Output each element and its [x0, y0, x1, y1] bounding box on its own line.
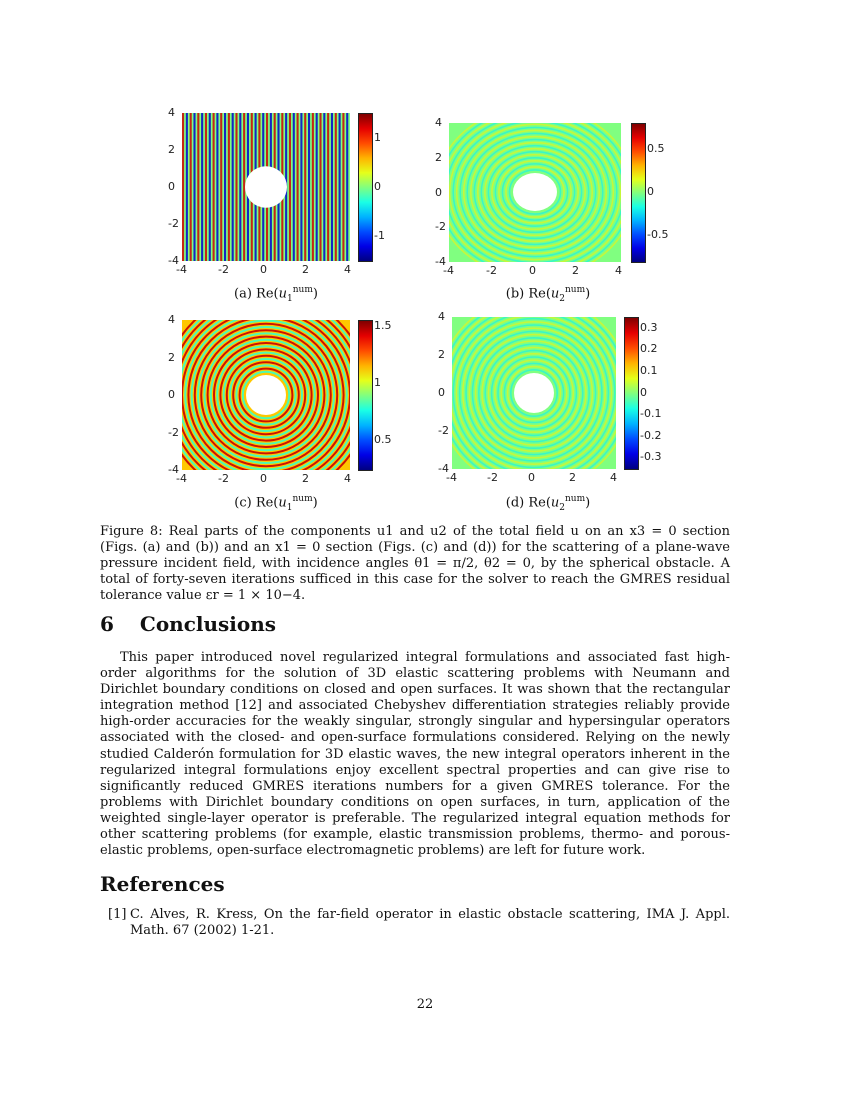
y-tick-label: 0: [435, 185, 442, 199]
x-tick-label: 2: [572, 264, 579, 277]
x-tick-label: 2: [569, 471, 576, 484]
field-image-d: [452, 317, 616, 469]
x-tick-label: 0: [260, 263, 267, 276]
y-tick-label: -2: [168, 425, 179, 439]
y-tick-label: 2: [168, 350, 175, 364]
field-plot-d: [452, 317, 616, 469]
x-tick-label: -4: [176, 263, 187, 276]
colorbar-tick-label: 0.1: [640, 363, 658, 377]
reference-number: [1]: [108, 907, 127, 922]
x-tick-label: 4: [610, 471, 617, 484]
field-image-b: [449, 123, 621, 262]
x-tick-label: 2: [302, 472, 309, 485]
x-tick-label: -4: [446, 471, 457, 484]
y-tick-label: 4: [168, 313, 175, 326]
x-tick-label: 4: [344, 263, 351, 276]
colorbar-tick-label: -0.3: [640, 450, 662, 464]
subcaption-d: (d) $Re(u_2^{num})$: [505, 494, 591, 513]
x-tick-label: 0: [529, 264, 536, 277]
conclusions-paragraph: This paper introduced novel regularized integral formulations and associated fast high-order algorithms for the solution of 3D elastic scattering problems with Neumann and Dirichlet boundary conditions on closed and open surfaces. It was shown that the rectangular integration method [12] and associated Chebyshev differentiation strategies reliably provide high-order accuracies for the weakly singular, strongly singular and hypersingular operators associated with the closed- and open-surface formulations considered. Relying on the newly studied Calderón formulation for 3D elastic waves, the new integral operators inherent in the regularized integral formulations enjoy excellent spectral properties and can give rise to significantly reduced GMRES iterations numbers for a given GMRES tolerance. For the problems with Dirichlet boundary conditions on open surfaces, in turn, application of the weighted single-layer operator is preferable. The regularized integral equation methods for other scattering problems (for example, elastic transmission problems, thermo- and porous-elastic problems, open-surface electromagnetic problems) are left for future work.: [100, 650, 730, 859]
y-tick-label: -4: [168, 254, 179, 267]
colorbar-tick-label: -0.2: [640, 428, 662, 442]
colorbar-c: [358, 320, 373, 471]
y-tick-label: 0: [168, 180, 175, 193]
y-tick-label: 2: [435, 150, 442, 164]
section-heading: [100, 612, 276, 636]
y-tick-label: 4: [168, 106, 175, 119]
colorbar-tick-label: 0: [640, 385, 647, 399]
y-tick-label: 0: [168, 388, 175, 401]
y-tick-label: 4: [438, 310, 445, 323]
x-tick-label: -2: [487, 471, 498, 484]
y-tick-label: 4: [435, 116, 442, 129]
colorbar-tick-label: 0: [374, 179, 381, 193]
y-tick-label: 0: [438, 386, 445, 399]
y-tick-label: -4: [168, 463, 179, 476]
x-tick-label: -2: [218, 472, 229, 485]
field-image-a: [182, 113, 350, 261]
y-tick-label: -2: [435, 220, 446, 234]
colorbar-tick-label: 0.3: [640, 320, 658, 334]
colorbar-d: [624, 317, 639, 470]
page-number: 22: [416, 997, 434, 1012]
colorbar-tick-label: 0.5: [374, 433, 392, 447]
y-tick-label: -2: [168, 217, 179, 230]
y-tick-label: -4: [438, 462, 449, 475]
colorbar-tick-label: 1: [374, 376, 381, 390]
y-tick-label: 2: [438, 348, 445, 361]
field-plot-b: [449, 123, 621, 262]
colorbar-b: [631, 123, 646, 263]
subcaption-c: (c) $Re(u_1^{num})$: [234, 494, 318, 513]
x-tick-label: 2: [302, 263, 309, 276]
colorbar-tick-label: -0.5: [647, 228, 669, 242]
colorbar-tick-label: 0.2: [640, 342, 658, 356]
x-tick-label: 0: [528, 471, 535, 484]
x-tick-label: 0: [260, 472, 267, 485]
field-image-c: [182, 320, 350, 470]
colorbar-tick-label: 0.5: [647, 141, 665, 155]
reference-item: [108, 907, 730, 939]
field-plot-a: [182, 113, 350, 261]
x-tick-label: -2: [218, 263, 229, 276]
y-tick-label: 2: [168, 143, 175, 156]
x-tick-label: -2: [486, 264, 497, 277]
colorbar-a: [358, 113, 373, 262]
colorbar-tick-label: 1.5: [374, 318, 392, 332]
reference-text: C. Alves, R. Kress, On the far-field operator in elastic obstacle scattering, IMA J. Appl. Math. 67 (2002) 1-21.: [130, 907, 730, 938]
field-plot-c: [182, 320, 350, 470]
colorbar-tick-label: -1: [374, 228, 385, 242]
subcaption-b: (b) $Re(u_2^{num})$: [505, 285, 591, 304]
colorbar-tick-label: 1: [374, 130, 381, 144]
figure-caption: Figure 8: Real parts of the components u1 and u2 of the total field u on an x3 = 0 section (Figs. (a) and (b)) and an x1 = 0 section (Figs. (c) and (d)) for the scattering of a plane-wave pressure incident field, with incidence angles θ1 = π/2, θ2 = 0, by the spherical obstacle. A total of forty-seven iterations sufficed in this case for the solver to reach the GMRES residual tolerance value εr = 1 × 10−4.: [100, 524, 730, 603]
references-heading: References: [100, 872, 225, 896]
x-tick-label: 4: [615, 264, 622, 277]
x-tick-label: 4: [344, 472, 351, 485]
colorbar-tick-label: -0.1: [640, 407, 662, 421]
x-tick-label: -4: [176, 472, 187, 485]
subcaption-a: (a) $Re(u_1^{num})$: [234, 285, 318, 304]
x-tick-label: -4: [443, 264, 454, 277]
y-tick-label: -4: [435, 255, 446, 268]
colorbar-tick-label: 0: [647, 185, 654, 198]
y-tick-label: -2: [438, 424, 449, 437]
section-number: 6: [100, 612, 114, 636]
section-title: Conclusions: [139, 612, 277, 636]
